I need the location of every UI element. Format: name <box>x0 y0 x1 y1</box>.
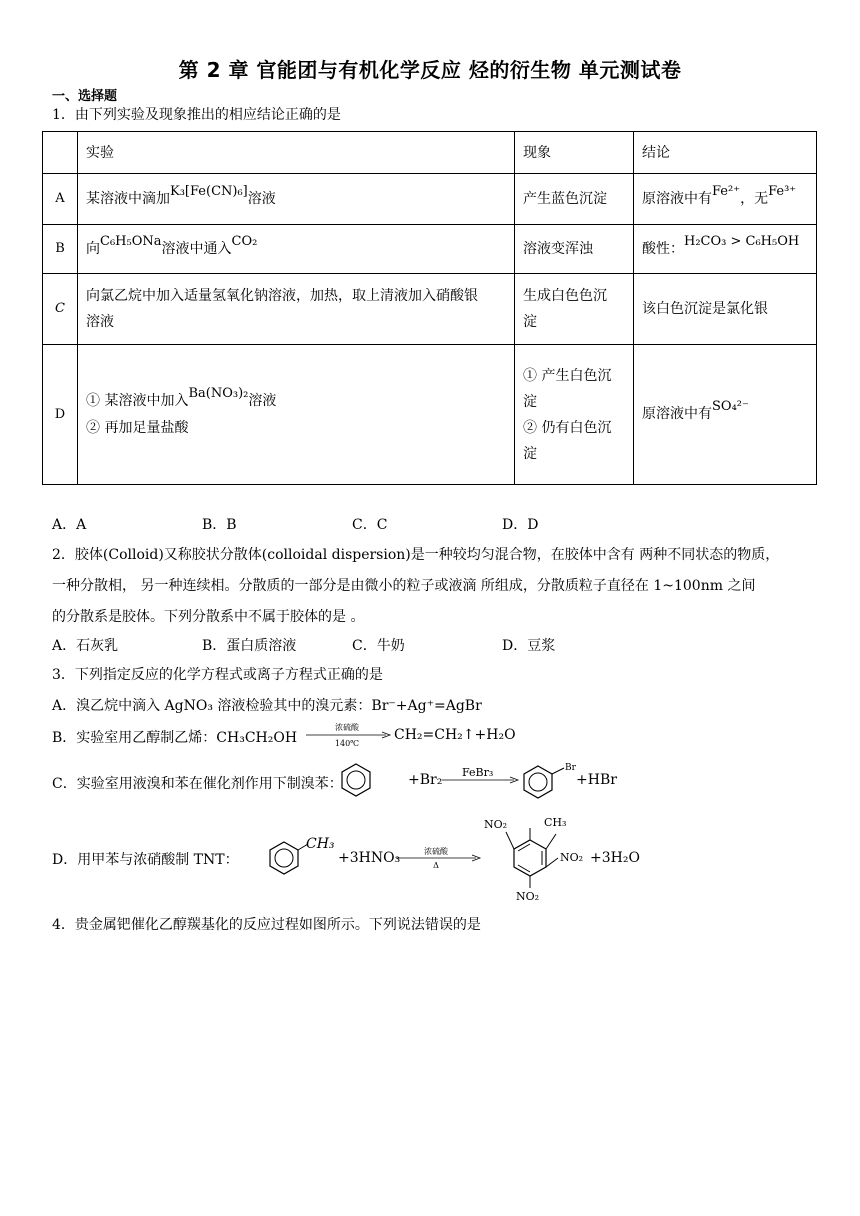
header-experiment: 实验 <box>78 132 515 174</box>
header-blank <box>43 132 78 174</box>
exp-text: 溶液中通入 <box>161 240 232 257</box>
bromine-label: Br <box>565 763 576 773</box>
benzene-ring <box>342 764 370 796</box>
exp-text: 溶液 <box>247 190 276 207</box>
row-conclusion <box>634 174 817 225</box>
chem-formula: SO₄²⁻ <box>712 399 749 414</box>
table-row <box>43 274 817 345</box>
q3-stem: 3．下列指定反应的化学方程式或离子方程式正确的是 <box>52 667 383 683</box>
exp-text: ② 再加足量盐酸 <box>86 420 189 436</box>
page-title: 第 2 章 官能团与有机化学反应 烃的衍生物 单元测试卷 <box>178 58 682 82</box>
q4-stem: 4．贵金属钯催化乙醇羰基化的反应过程如图所示。下列说法错误的是 <box>52 917 481 933</box>
q2-line: 2．胶体(Colloid)又称胶状分散体(colloidal dispersion)是一种较均匀混合物，在胶体中含有 两种不同状态的物质， <box>52 547 780 563</box>
row-phenomenon <box>515 274 634 345</box>
phen-text: ② 仍有白色沉 <box>523 419 612 436</box>
phen-text: 淀 <box>523 393 537 410</box>
q1-stem: 1．由下列实验及现象推出的相应结论正确的是 <box>52 107 341 123</box>
exp-text: 向氯乙烷中加入适量氢氧化钠溶液，加热，取上清液加入硝酸银 <box>86 288 478 304</box>
bromination-scheme <box>336 756 636 806</box>
toluene <box>270 836 335 874</box>
header-conclusion: 结论 <box>634 132 817 174</box>
row-label: A <box>43 174 78 225</box>
concl-text: 原溶液中有 <box>642 190 712 207</box>
row-label: B <box>43 225 78 274</box>
q3-option-b[interactable]: B．实验室用乙醇制乙烯：CH₃CH₂OH <box>52 730 298 746</box>
row-experiment <box>78 225 515 274</box>
bromobenzene <box>524 763 577 798</box>
exp-text: 溶液 <box>86 314 114 330</box>
methyl-label: CH₃ <box>544 816 567 829</box>
reagent: +3HNO₃ <box>338 850 401 866</box>
phen-text: 生成白色色沉 <box>523 288 607 304</box>
chem-formula: Fe³⁺ <box>768 183 797 199</box>
q2-option-a[interactable]: A．石灰乳 <box>52 638 119 654</box>
arrow-condition-top: 浓硫酸 <box>424 847 448 856</box>
q3-option-d[interactable]: D．用甲苯与浓硝酸制 TNT： <box>52 852 239 868</box>
q2-option-c[interactable]: C．牛奶 <box>352 638 405 654</box>
chem-formula: Fe²⁺ <box>712 183 741 199</box>
q1-option-d[interactable]: D．D <box>502 517 539 533</box>
chem-formula: C₆H₅ONa <box>100 233 162 249</box>
phen-text: 淀 <box>523 314 537 330</box>
q2-option-d[interactable]: D．豆浆 <box>502 638 556 654</box>
product-water: +3H₂O <box>590 850 640 866</box>
chem-formula: H₂CO₃ > C₆H₅OH <box>684 233 800 249</box>
row-conclusion: 该白色沉淀是氯化银 <box>634 274 817 345</box>
arrow-condition-bottom: 140℃ <box>334 739 360 748</box>
concl-text: 酸性： <box>642 240 684 257</box>
row-label: D <box>43 345 78 485</box>
reagent: +Br₂ <box>408 772 443 788</box>
exp-text: 向 <box>86 240 100 257</box>
row-experiment <box>78 274 515 345</box>
reaction-arrow <box>302 720 392 750</box>
section-heading: 一、选择题 <box>52 89 118 104</box>
q2-line: 的分散系是胶体。下列分散系中不属于胶体的是 。 <box>52 609 365 625</box>
table-header-row <box>43 132 817 174</box>
tnt-scheme <box>260 812 640 904</box>
q1-option-b[interactable]: B．B <box>202 517 237 533</box>
row-phenomenon: 溶液变浑浊 <box>515 225 634 274</box>
arrow-condition-bottom: Δ <box>433 861 439 870</box>
nitro-group: NO₂ <box>516 890 540 903</box>
q1-option-a[interactable]: A．A <box>52 517 87 533</box>
table-row <box>43 345 817 485</box>
catalyst: FeBr₃ <box>462 766 494 779</box>
exp-text: 某溶液中滴加 <box>86 190 170 207</box>
row-label: C <box>43 274 78 345</box>
row-phenomenon: 产生蓝色沉淀 <box>515 174 634 225</box>
chem-formula: CO₂ <box>231 233 258 249</box>
chem-formula: K₃[Fe(CN)₆] <box>170 183 248 199</box>
exp-text: ① 某溶液中加入 <box>86 393 189 409</box>
concl-text: 原溶液中有 <box>642 406 712 422</box>
q2-option-b[interactable]: B．蛋白质溶液 <box>202 638 297 654</box>
nitro-group: NO₂ <box>560 851 584 864</box>
chem-formula: Ba(NO₃)₂ <box>188 386 249 401</box>
q1-option-c[interactable]: C．C <box>352 517 388 533</box>
q2-line: 一种分散相， 另一种连续相。分散质的一部分是由微小的粒子或液滴 所组成，分散质粒子直径在 1~100nm 之间 <box>52 578 756 594</box>
concl-text: ，无 <box>740 190 769 207</box>
row-experiment <box>78 174 515 225</box>
row-experiment <box>78 345 515 485</box>
row-conclusion <box>634 345 817 485</box>
q1-table <box>42 131 817 485</box>
table-row <box>43 174 817 225</box>
q3-option-c[interactable]: C．实验室用液溴和苯在催化剂作用下制溴苯： <box>52 776 343 792</box>
row-phenomenon <box>515 345 634 485</box>
tnt-molecule <box>484 816 583 903</box>
q3-b-products: CH₂=CH₂↑+H₂O <box>394 727 516 743</box>
table-row <box>43 225 817 274</box>
phen-text: ① 产生白色沉 <box>523 367 612 384</box>
nitro-group: NO₂ <box>484 818 508 831</box>
header-phenomenon: 现象 <box>515 132 634 174</box>
product-hbr: +HBr <box>576 772 617 788</box>
q3-option-a[interactable]: A．溴乙烷中滴入 AgNO₃ 溶液检验其中的溴元素：Br⁻+Ag⁺=AgBr <box>52 698 482 714</box>
phen-text: 淀 <box>523 445 537 462</box>
row-conclusion <box>634 225 817 274</box>
arrow-condition-top: 浓硫酸 <box>335 723 359 732</box>
methyl-label: CH₃ <box>306 836 335 852</box>
exp-text: 溶液 <box>248 393 277 409</box>
